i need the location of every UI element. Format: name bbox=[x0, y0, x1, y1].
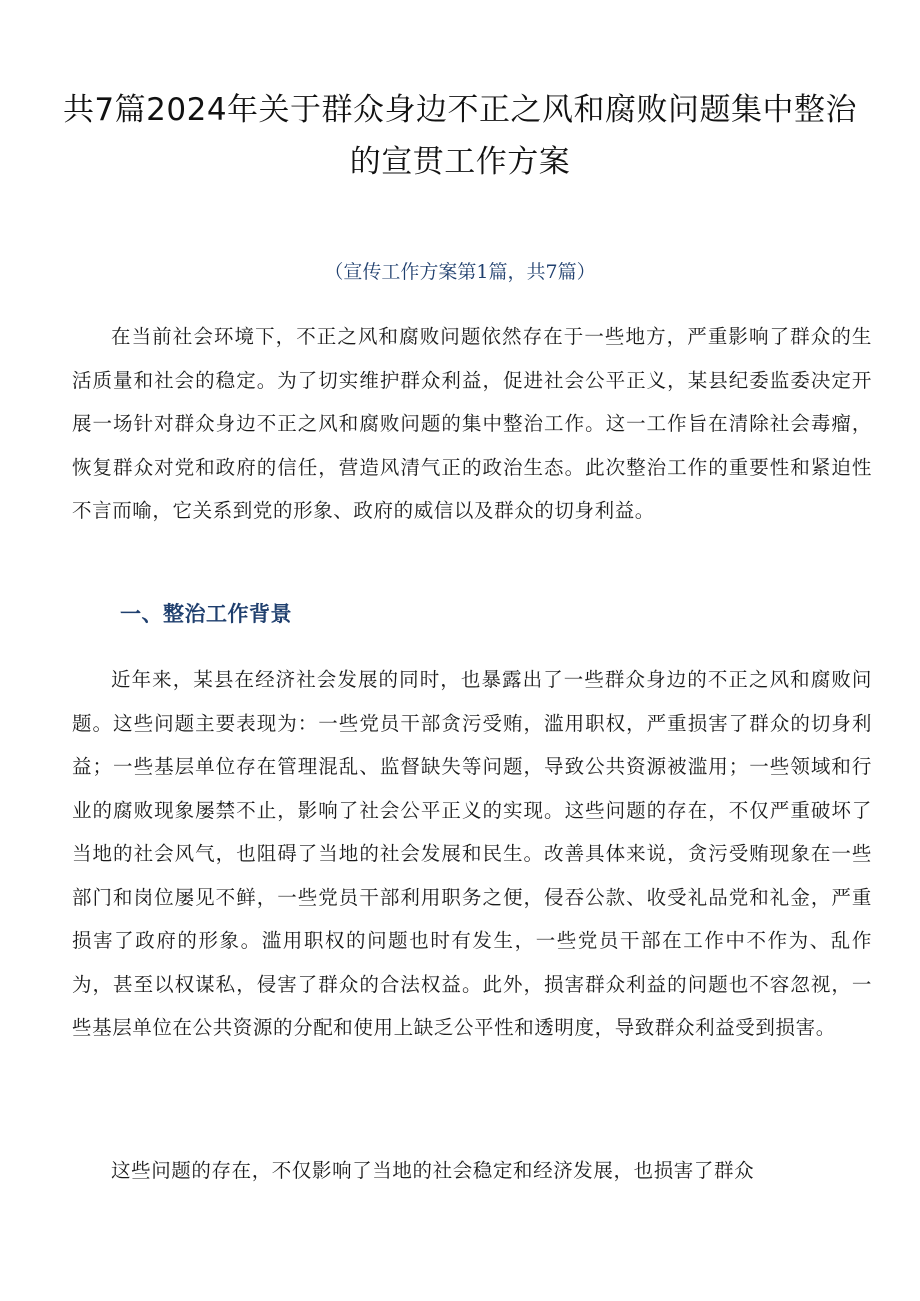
background-paragraph: 近年来，某县在经济社会发展的同时，也暴露出了一些群众身边的不正之风和腐败问题。这些问题主要表现为：一些党员干部贪污受贿，滥用职权，严重损害了群众的切身利益；一些基层单位存在管理混乱、监督缺失等问题，导致公共资源被滥用；一些领域和行业的腐败现象屡禁不止，影响了社会公平正义的实现。这些问题的存在，不仅严重破坏了当地的社会风气，也阻碍了当地的社会发展和民生。改善具体来说，贪污受贿现象在一些部门和岗位屡见不鲜，一些党员干部利用职务之便，侵吞公款、收受礼品党和礼金，严重损害了政府的形象。滥用职权的问题也时有发生，一些党员干部在工作中不作为、乱作为，甚至以权谋私，侵害了群众的合法权益。此外，损害群众利益的问题也不容忽视，一些基层单位在公共资源的分配和使用上缺乏公平性和透明度，导致群众利益受到损害。 bbox=[72, 668, 872, 1039]
intro-paragraph: 在当前社会环境下，不正之风和腐败问题依然存在于一些地方，严重影响了群众的生活质量和社会的稳定。为了切实维护群众利益，促进社会公平正义，某县纪委监委决定开展一场针对群众身边不正之风和腐败问题的集中整治工作。这一工作旨在清除社会毒瘤，恢复群众对党和政府的信任，营造风清气正的政治生态。此次整治工作的重要性和紧迫性不言而喻，它关系到党的形象、政府的威信以及群众的切身利益。 bbox=[72, 325, 872, 522]
document-title: 共7篇2024年关于群众身边不正之风和腐败问题集中整治的宣贯工作方案 bbox=[62, 92, 858, 180]
section-heading-background: 一、整治工作背景 bbox=[120, 602, 292, 626]
continuation-paragraph: 这些问题的存在，不仅影响了当地的社会稳定和经济发展，也损害了群众 bbox=[111, 1159, 755, 1182]
document-subtitle: （宣传工作方案第1篇，共7篇） bbox=[324, 261, 596, 283]
